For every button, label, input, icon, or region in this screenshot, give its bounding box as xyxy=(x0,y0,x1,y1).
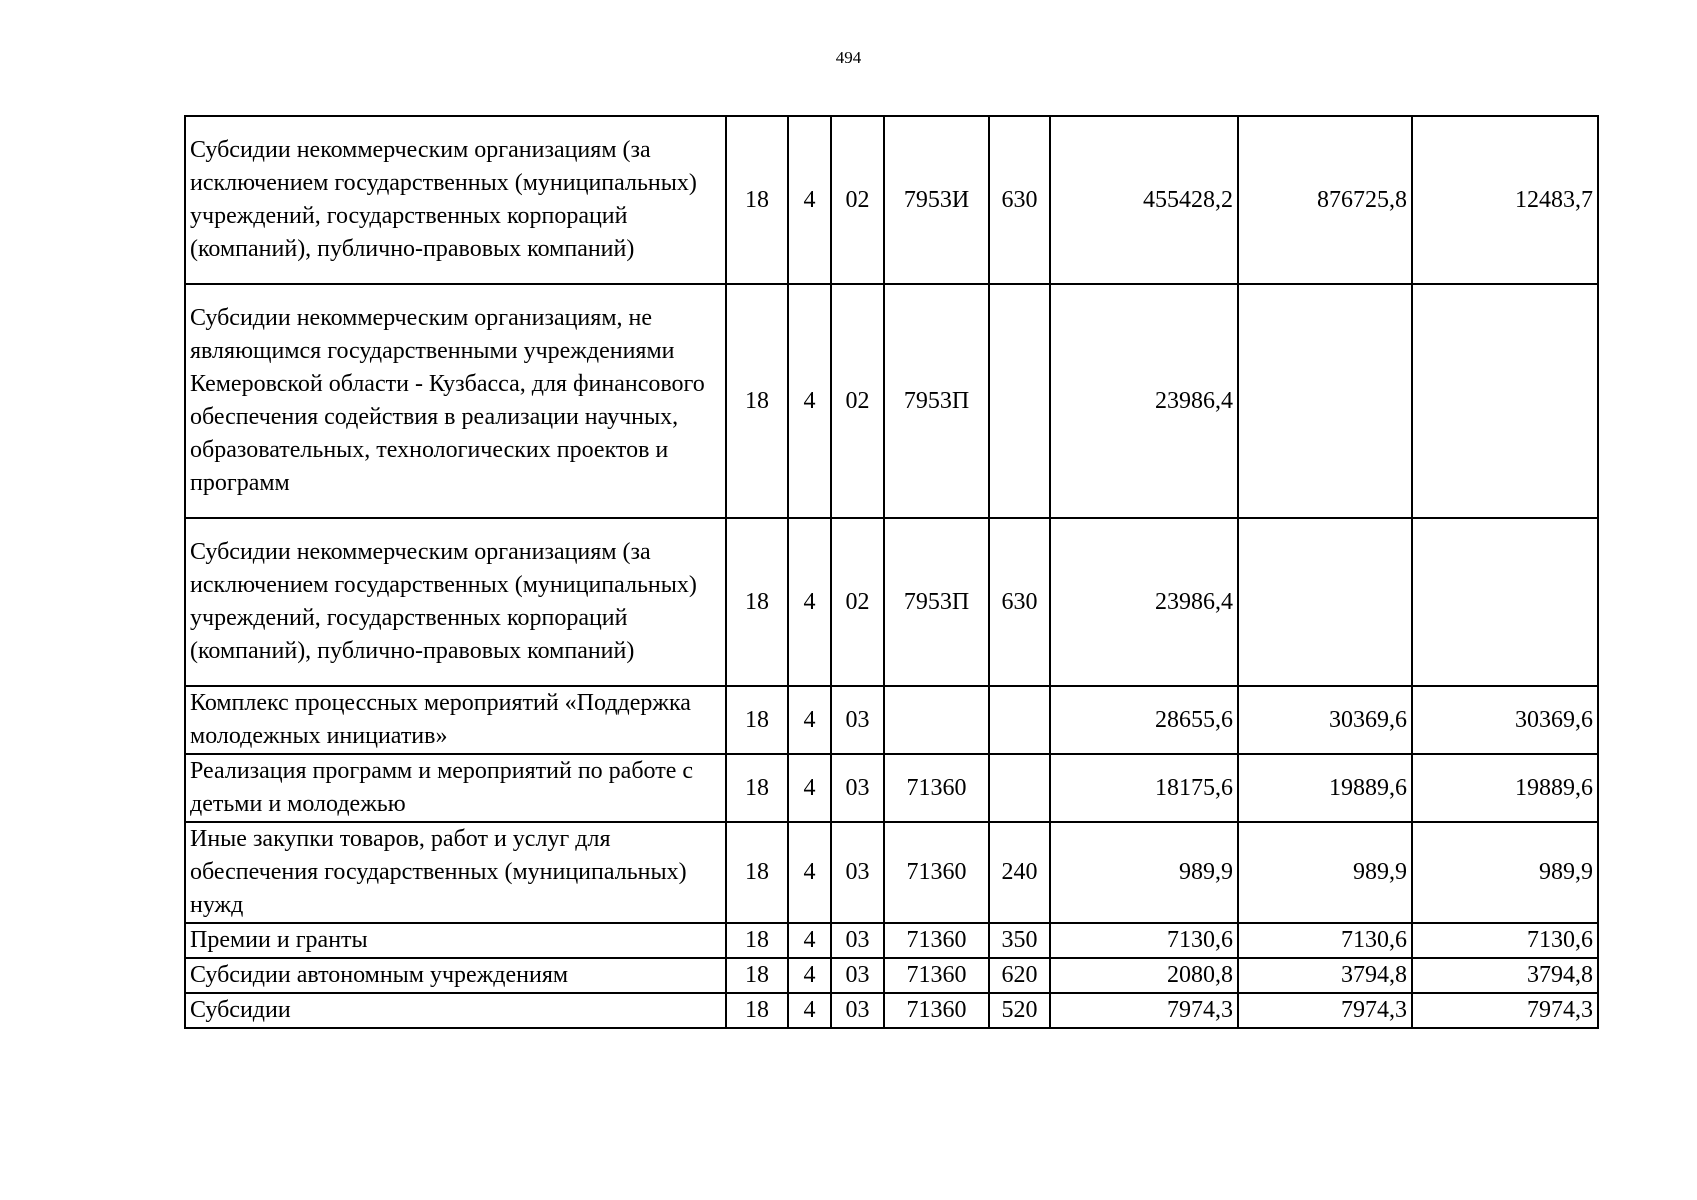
amount-year-1: 7130,6 xyxy=(1050,923,1238,958)
table-row xyxy=(185,284,1598,518)
row-name: Реализация программ и мероприятий по работе с детьми и молодежью xyxy=(185,754,726,822)
table-row xyxy=(185,686,1598,754)
program-code: 18 xyxy=(726,686,788,754)
program-code: 18 xyxy=(726,958,788,993)
subprogram-code: 4 xyxy=(788,993,831,1028)
amount-year-3 xyxy=(1412,518,1598,686)
amount-year-2: 19889,6 xyxy=(1238,754,1412,822)
row-name: Субсидии xyxy=(185,993,726,1028)
table-row xyxy=(185,116,1598,284)
expense-type-code xyxy=(989,754,1050,822)
program-code: 18 xyxy=(726,518,788,686)
row-name: Субсидии некоммерческим организациям, не являющимся государственными учреждениями Кемеровской области - Кузбасса, для финансового обеспечения содействия в реализации научных, образовательных, технологических проектов и программ xyxy=(185,284,726,518)
expense-type-code xyxy=(989,686,1050,754)
row-name: Премии и гранты xyxy=(185,923,726,958)
group-code: 03 xyxy=(831,923,884,958)
budget-table xyxy=(184,115,1599,1029)
row-name: Субсидии некоммерческим организациям (за исключением государственных (муниципальных) учреждений, государственных корпораций (компаний), публично-правовых компаний) xyxy=(185,518,726,686)
article-code: 7953П xyxy=(884,518,989,686)
article-code: 71360 xyxy=(884,993,989,1028)
expense-type-code: 350 xyxy=(989,923,1050,958)
amount-year-1: 455428,2 xyxy=(1050,116,1238,284)
group-code: 02 xyxy=(831,518,884,686)
article-code: 71360 xyxy=(884,822,989,923)
article-code: 7953П xyxy=(884,284,989,518)
article-code: 7953И xyxy=(884,116,989,284)
amount-year-2: 7130,6 xyxy=(1238,923,1412,958)
expense-type-code: 620 xyxy=(989,958,1050,993)
article-code xyxy=(884,686,989,754)
amount-year-3 xyxy=(1412,284,1598,518)
amount-year-1: 23986,4 xyxy=(1050,284,1238,518)
program-code: 18 xyxy=(726,754,788,822)
page-number: 494 xyxy=(835,48,862,67)
subprogram-code: 4 xyxy=(788,958,831,993)
group-code: 02 xyxy=(831,284,884,518)
amount-year-1: 18175,6 xyxy=(1050,754,1238,822)
amount-year-2: 7974,3 xyxy=(1238,993,1412,1028)
expense-type-code: 520 xyxy=(989,993,1050,1028)
amount-year-3: 12483,7 xyxy=(1412,116,1598,284)
amount-year-1: 989,9 xyxy=(1050,822,1238,923)
program-code: 18 xyxy=(726,284,788,518)
amount-year-2: 876725,8 xyxy=(1238,116,1412,284)
expense-type-code xyxy=(989,284,1050,518)
article-code: 71360 xyxy=(884,923,989,958)
subprogram-code: 4 xyxy=(788,822,831,923)
group-code: 03 xyxy=(831,686,884,754)
group-code: 03 xyxy=(831,993,884,1028)
group-code: 03 xyxy=(831,822,884,923)
amount-year-3: 7974,3 xyxy=(1412,993,1598,1028)
table-row xyxy=(185,923,1598,958)
program-code: 18 xyxy=(726,822,788,923)
article-code: 71360 xyxy=(884,958,989,993)
subprogram-code: 4 xyxy=(788,754,831,822)
amount-year-1: 2080,8 xyxy=(1050,958,1238,993)
table-row xyxy=(185,518,1598,686)
amount-year-3: 19889,6 xyxy=(1412,754,1598,822)
group-code: 02 xyxy=(831,116,884,284)
amount-year-3: 30369,6 xyxy=(1412,686,1598,754)
amount-year-3: 3794,8 xyxy=(1412,958,1598,993)
group-code: 03 xyxy=(831,754,884,822)
group-code: 03 xyxy=(831,958,884,993)
table-row xyxy=(185,822,1598,923)
subprogram-code: 4 xyxy=(788,923,831,958)
row-name: Субсидии автономным учреждениям xyxy=(185,958,726,993)
amount-year-2: 989,9 xyxy=(1238,822,1412,923)
row-name: Субсидии некоммерческим организациям (за исключением государственных (муниципальных) учреждений, государственных корпораций (компаний), публично-правовых компаний) xyxy=(185,116,726,284)
program-code: 18 xyxy=(726,116,788,284)
subprogram-code: 4 xyxy=(788,116,831,284)
program-code: 18 xyxy=(726,993,788,1028)
expense-type-code: 240 xyxy=(989,822,1050,923)
table-row xyxy=(185,754,1598,822)
row-name: Иные закупки товаров, работ и услуг для обеспечения государственных (муниципальных) нужд xyxy=(185,822,726,923)
amount-year-2: 3794,8 xyxy=(1238,958,1412,993)
amount-year-3: 7130,6 xyxy=(1412,923,1598,958)
expense-type-code: 630 xyxy=(989,116,1050,284)
table-row xyxy=(185,958,1598,993)
amount-year-2 xyxy=(1238,518,1412,686)
subprogram-code: 4 xyxy=(788,518,831,686)
amount-year-2 xyxy=(1238,284,1412,518)
table-row xyxy=(185,993,1598,1028)
amount-year-3: 989,9 xyxy=(1412,822,1598,923)
expense-type-code: 630 xyxy=(989,518,1050,686)
amount-year-1: 7974,3 xyxy=(1050,993,1238,1028)
amount-year-2: 30369,6 xyxy=(1238,686,1412,754)
amount-year-1: 28655,6 xyxy=(1050,686,1238,754)
amount-year-1: 23986,4 xyxy=(1050,518,1238,686)
row-name: Комплекс процессных мероприятий «Поддержка молодежных инициатив» xyxy=(185,686,726,754)
article-code: 71360 xyxy=(884,754,989,822)
program-code: 18 xyxy=(726,923,788,958)
subprogram-code: 4 xyxy=(788,284,831,518)
subprogram-code: 4 xyxy=(788,686,831,754)
